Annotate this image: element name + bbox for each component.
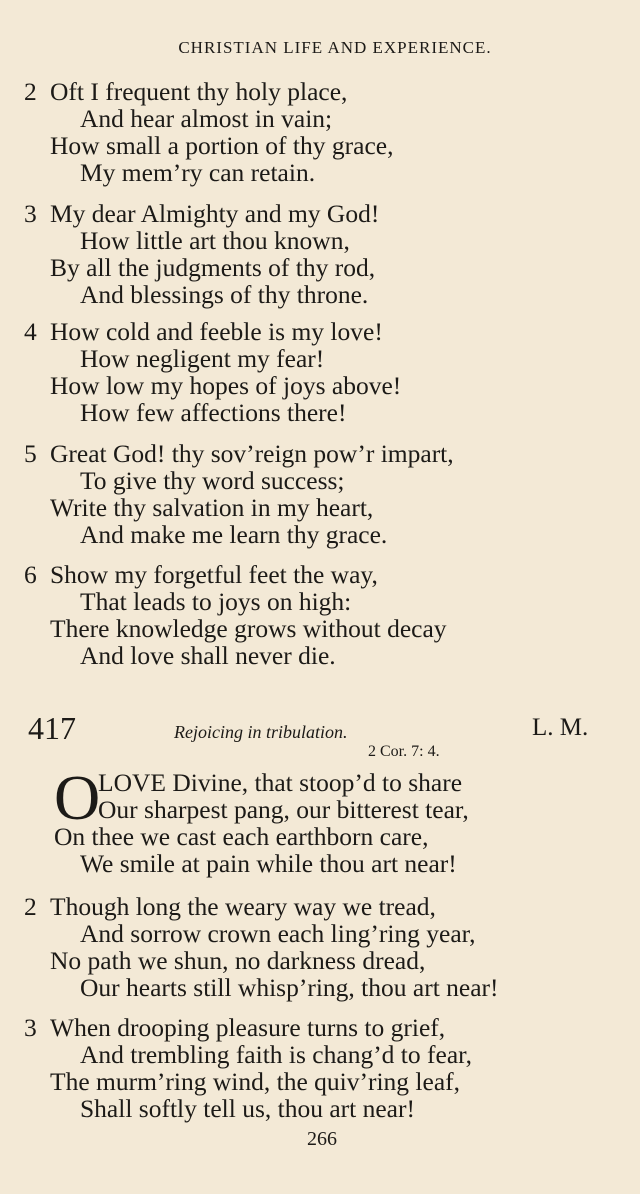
verse-line: On thee we cast each earthborn care,: [54, 822, 429, 851]
verse-line: Show my forgetful feet the way,: [50, 560, 378, 589]
stanza-number: 3: [24, 199, 37, 228]
stanza-number: 5: [24, 439, 37, 468]
verse-line: Our sharpest pang, our bitterest tear,: [98, 795, 469, 824]
stanza-number: 3: [24, 1013, 37, 1042]
verse-line: How small a portion of thy grace,: [50, 131, 394, 160]
verse-line: When drooping pleasure turns to grief,: [50, 1013, 446, 1042]
verse-line: And make me learn thy grace.: [80, 520, 388, 549]
verse-line: How few affections there!: [80, 398, 347, 427]
verse-line: Though long the weary way we tread,: [50, 892, 436, 921]
stanza-number: 6: [24, 560, 37, 589]
verse-line: Shall softly tell us, thou art near!: [80, 1094, 415, 1123]
verse-line: And hear almost in vain;: [80, 104, 333, 133]
verse-line: And blessings of thy throne.: [80, 280, 369, 309]
stanza-5: [24, 440, 624, 548]
verse-line: The murm’ring wind, the quiv’ring leaf,: [50, 1067, 461, 1096]
verse-line: We smile at pain while thou art near!: [80, 849, 457, 878]
verse-line: And sorrow crown each ling’ring year,: [80, 919, 476, 948]
drop-cap: O: [54, 762, 101, 833]
verse-line: And trembling faith is chang’d to fear,: [80, 1040, 472, 1069]
verse-line: And love shall never die.: [80, 641, 336, 670]
stanza-4: [24, 318, 624, 426]
verse-line: My mem’ry can retain.: [80, 158, 316, 187]
verse-line: LOVE Divine, that stoop’d to share: [98, 768, 463, 797]
page-number: 266: [307, 1128, 337, 1150]
verse-line: My dear Almighty and my God!: [50, 199, 380, 228]
stanza-3: [24, 200, 624, 308]
verse-line: No path we shun, no darkness dread,: [50, 946, 426, 975]
hymn-stanza-3: [24, 1014, 624, 1122]
verse-line: How little art thou known,: [80, 226, 350, 255]
verse-line: To give thy word success;: [80, 466, 345, 495]
scripture-reference: 2 Cor. 7: 4.: [368, 743, 440, 760]
stanza-number: 4: [24, 317, 37, 346]
hymn-number: 417: [28, 710, 76, 746]
stanza-2: [24, 78, 624, 186]
hymn-meter: L. M.: [532, 714, 589, 741]
verse-line: How low my hopes of joys above!: [50, 371, 402, 400]
hymn-stanza-1: [24, 769, 624, 877]
verse-line: Write thy salvation in my heart,: [50, 493, 374, 522]
verse-line: How cold and feeble is my love!: [50, 317, 383, 346]
hymn-title: Rejoicing in tribulation.: [174, 722, 348, 742]
verse-line: Great God! thy sov’reign pow’r impart,: [50, 439, 454, 468]
verse-line: Oft I frequent thy holy place,: [50, 77, 348, 106]
running-header: CHRISTIAN LIFE AND EXPERIENCE.: [178, 38, 492, 57]
stanza-6: [24, 561, 624, 669]
verse-line: That leads to joys on high:: [80, 587, 352, 616]
stanza-number: 2: [24, 77, 37, 106]
verse-line: Our hearts still whisp’ring, thou art near!: [80, 973, 499, 1002]
hymn-stanza-2: [24, 893, 624, 1001]
verse-line: How negligent my fear!: [80, 344, 325, 373]
verse-line: There knowledge grows without decay: [50, 614, 447, 643]
stanza-number: 2: [24, 892, 37, 921]
verse-line: By all the judgments of thy rod,: [50, 253, 376, 282]
